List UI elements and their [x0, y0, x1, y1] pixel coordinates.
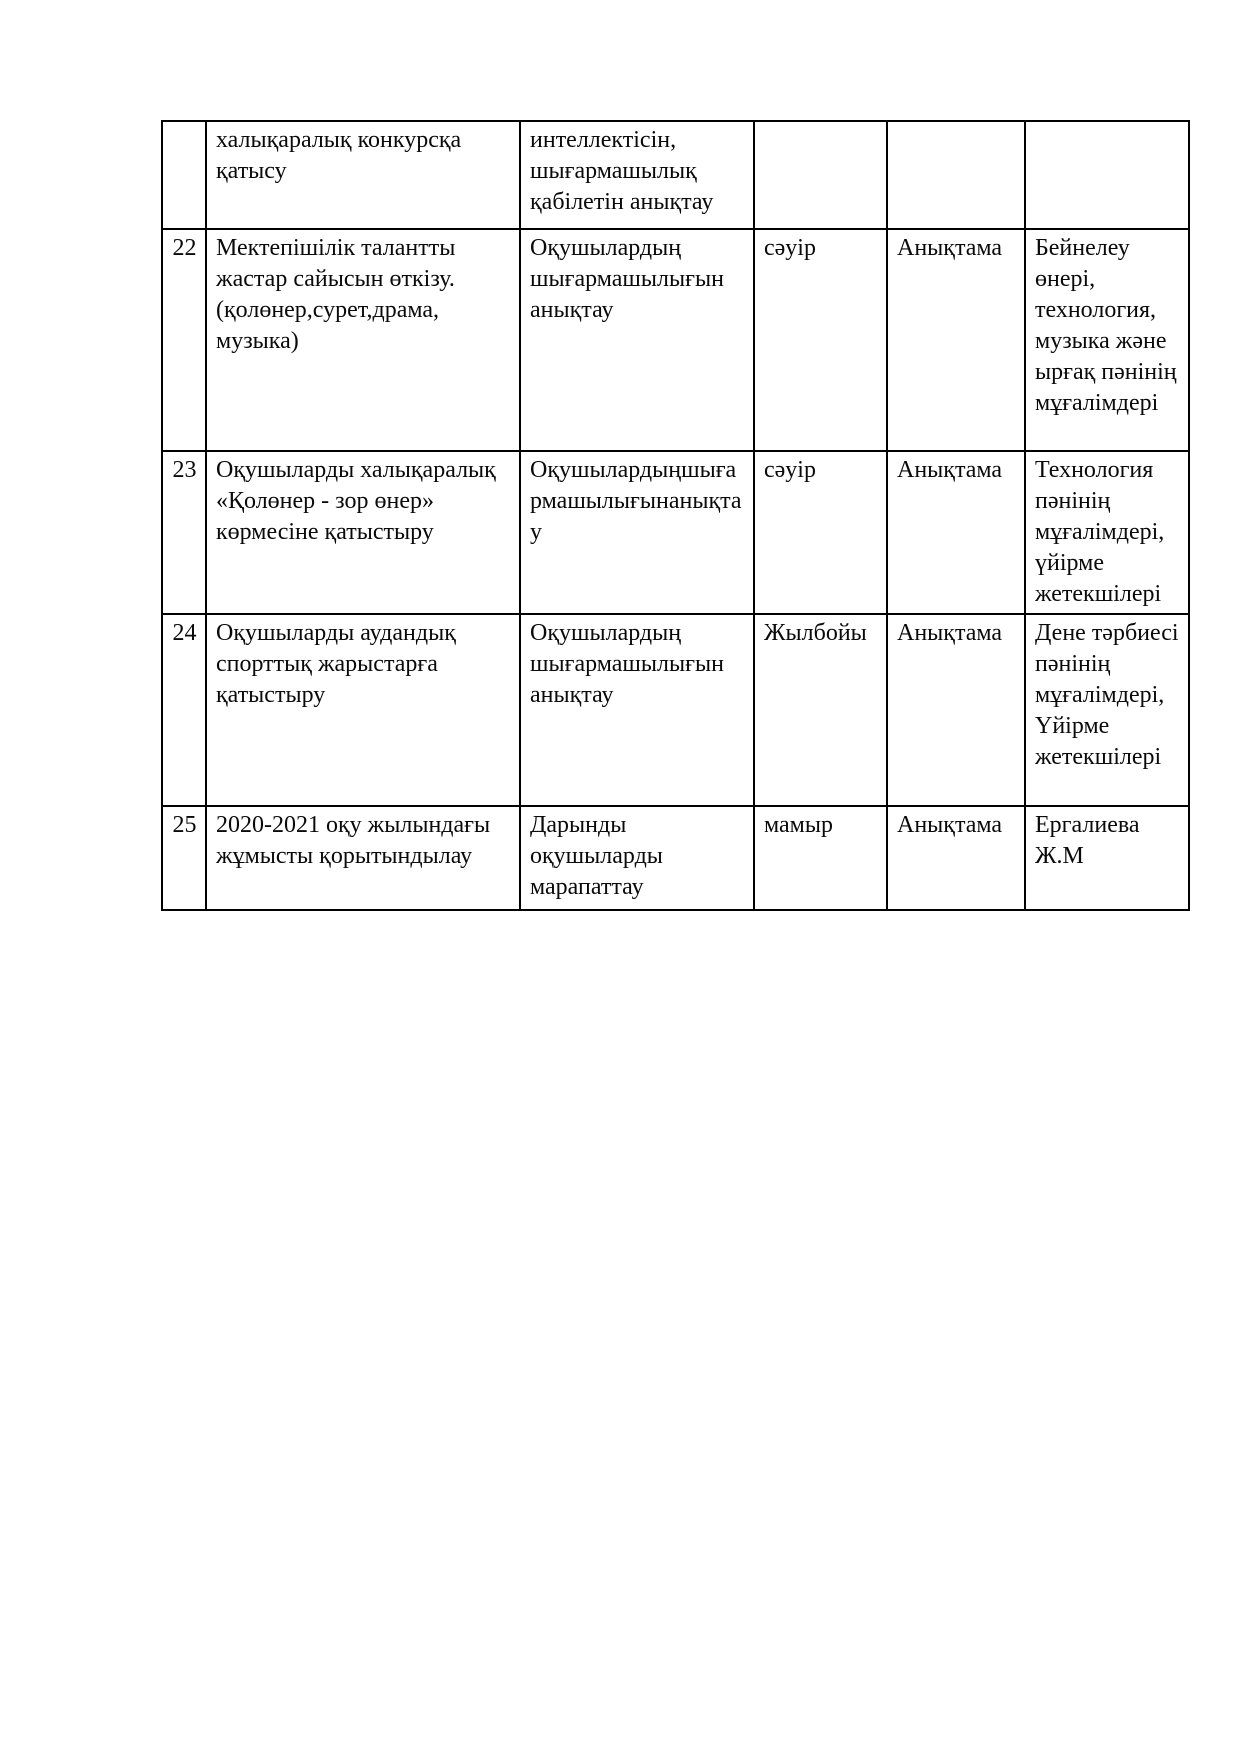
cell-form: Анықтама	[887, 614, 1025, 806]
cell-num: 25	[162, 806, 206, 910]
cell-num: 23	[162, 451, 206, 614]
cell-num	[162, 121, 206, 229]
cell-purpose: Дарынды оқушыларды марапаттау	[520, 806, 754, 910]
cell-activity: Оқушыларды аудандық спорттық жарыстарға қатыстыру	[206, 614, 520, 806]
cell-responsible: Ергалиева Ж.М	[1025, 806, 1189, 910]
table-row	[162, 229, 1189, 451]
cell-responsible: Бейнелеу өнері, технология, музыка және ырғақ пәнінің мұғалімдері	[1025, 229, 1189, 451]
cell-date: мамыр	[754, 806, 887, 910]
cell-date: сәуір	[754, 451, 887, 614]
cell-responsible: Дене тәрбиесі пәнінің мұғалімдері, Үйірме жетекшілері	[1025, 614, 1189, 806]
table-body	[162, 121, 1189, 910]
cell-date	[754, 121, 887, 229]
cell-activity: 2020-2021 оқу жылындағы жұмысты қорытындылау	[206, 806, 520, 910]
cell-form	[887, 121, 1025, 229]
document-table	[161, 120, 1190, 911]
table-row	[162, 451, 1189, 614]
cell-form: Анықтама	[887, 806, 1025, 910]
table-row	[162, 806, 1189, 910]
cell-purpose: Оқушылардың шығармашылығын анықтау	[520, 614, 754, 806]
cell-form: Анықтама	[887, 451, 1025, 614]
cell-num: 22	[162, 229, 206, 451]
table-row	[162, 614, 1189, 806]
cell-purpose: интеллектісін, шығармашылық қабілетін анықтау	[520, 121, 754, 229]
cell-activity: Оқушыларды халықаралық «Қолөнер - зор өнер» көрмесіне қатыстыру	[206, 451, 520, 614]
cell-responsible: Технология пәнінің мұғалімдері, үйірме жетекшілері	[1025, 451, 1189, 614]
cell-activity: халықаралық конкурсқа қатысу	[206, 121, 520, 229]
cell-purpose: Оқушылардыңшығармашылығынанықтау	[520, 451, 754, 614]
table-row	[162, 121, 1189, 229]
cell-date: сәуір	[754, 229, 887, 451]
cell-responsible	[1025, 121, 1189, 229]
cell-form: Анықтама	[887, 229, 1025, 451]
cell-activity: Мектепішілік талантты жастар сайысын өткізу. (қолөнер,сурет,драма, музыка)	[206, 229, 520, 451]
cell-num: 24	[162, 614, 206, 806]
cell-purpose: Оқушылардың шығармашылығын анықтау	[520, 229, 754, 451]
cell-date: Жылбойы	[754, 614, 887, 806]
